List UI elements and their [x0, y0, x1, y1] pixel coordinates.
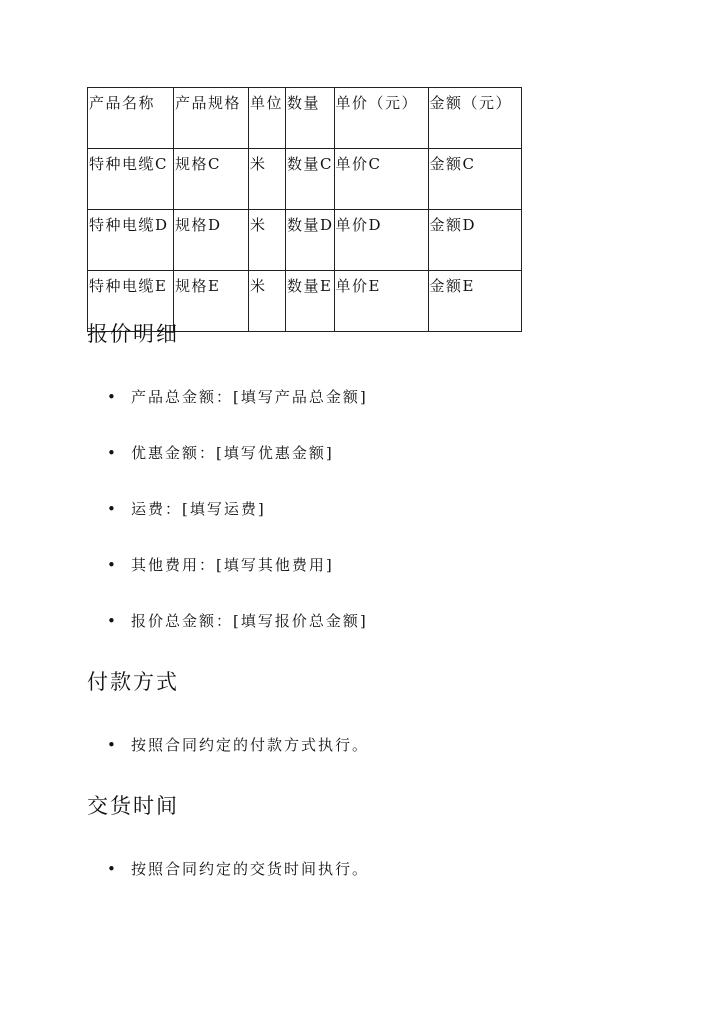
bullet-icon: •: [107, 444, 118, 462]
item-quote-total: 报价总金额：[填写报价总金额]: [131, 612, 368, 630]
header-unit: 单位: [249, 88, 286, 149]
cell-unit-price: 单价E: [334, 271, 428, 332]
header-product-name: 产品名称: [88, 88, 174, 149]
quote-details-heading: 报价明细: [87, 322, 179, 346]
cell-product-spec: 规格E: [174, 271, 249, 332]
list-item: [87, 859, 369, 915]
cell-unit-price: 单价C: [334, 149, 428, 210]
cell-quantity: 数量C: [286, 149, 335, 210]
bullet-icon: •: [107, 500, 118, 518]
cell-amount: 金额D: [428, 210, 521, 271]
cell-product-spec: 规格C: [174, 149, 249, 210]
bullet-icon: •: [107, 736, 118, 754]
bullet-icon: •: [107, 556, 118, 574]
item-shipping: 运费：[填写运费]: [131, 500, 266, 518]
cell-unit: 米: [249, 149, 286, 210]
header-product-spec: 产品规格: [174, 88, 249, 149]
cell-unit: 米: [249, 271, 286, 332]
cell-product-spec: 规格D: [174, 210, 249, 271]
header-amount: 金额（元）: [428, 88, 521, 149]
delivery-terms: 按照合同约定的交货时间执行。: [131, 860, 370, 878]
list-item: [87, 555, 368, 611]
cell-amount: 金额C: [428, 149, 521, 210]
cell-product-name: 特种电缆E: [88, 271, 174, 332]
payment-terms: 按照合同约定的付款方式执行。: [131, 736, 370, 754]
item-product-total: 产品总金额：[填写产品总金额]: [131, 388, 368, 406]
bullet-icon: •: [107, 388, 118, 406]
cell-amount: 金额E: [428, 271, 521, 332]
table-header-row: [88, 88, 522, 149]
quote-table: [87, 87, 522, 332]
list-item: [87, 611, 368, 667]
list-item: [87, 499, 368, 555]
list-item: [87, 735, 369, 791]
header-unit-price: 单价（元）: [334, 88, 428, 149]
item-discount: 优惠金额：[填写优惠金额]: [131, 444, 334, 462]
payment-heading: 付款方式: [87, 670, 179, 694]
list-item: [87, 387, 368, 443]
list-item: [87, 443, 368, 499]
delivery-heading: 交货时间: [87, 794, 179, 818]
cell-quantity: 数量E: [286, 271, 335, 332]
table-row: [88, 149, 522, 210]
cell-product-name: 特种电缆C: [88, 149, 174, 210]
delivery-list: [87, 859, 369, 915]
bullet-icon: •: [107, 612, 118, 630]
table-row: [88, 210, 522, 271]
cell-quantity: 数量D: [286, 210, 335, 271]
item-other-fees: 其他费用：[填写其他费用]: [131, 556, 334, 574]
quote-details-list: [87, 387, 368, 667]
bullet-icon: •: [107, 860, 118, 878]
cell-unit: 米: [249, 210, 286, 271]
payment-list: [87, 735, 369, 791]
header-quantity: 数量: [286, 88, 335, 149]
cell-unit-price: 单价D: [334, 210, 428, 271]
cell-product-name: 特种电缆D: [88, 210, 174, 271]
